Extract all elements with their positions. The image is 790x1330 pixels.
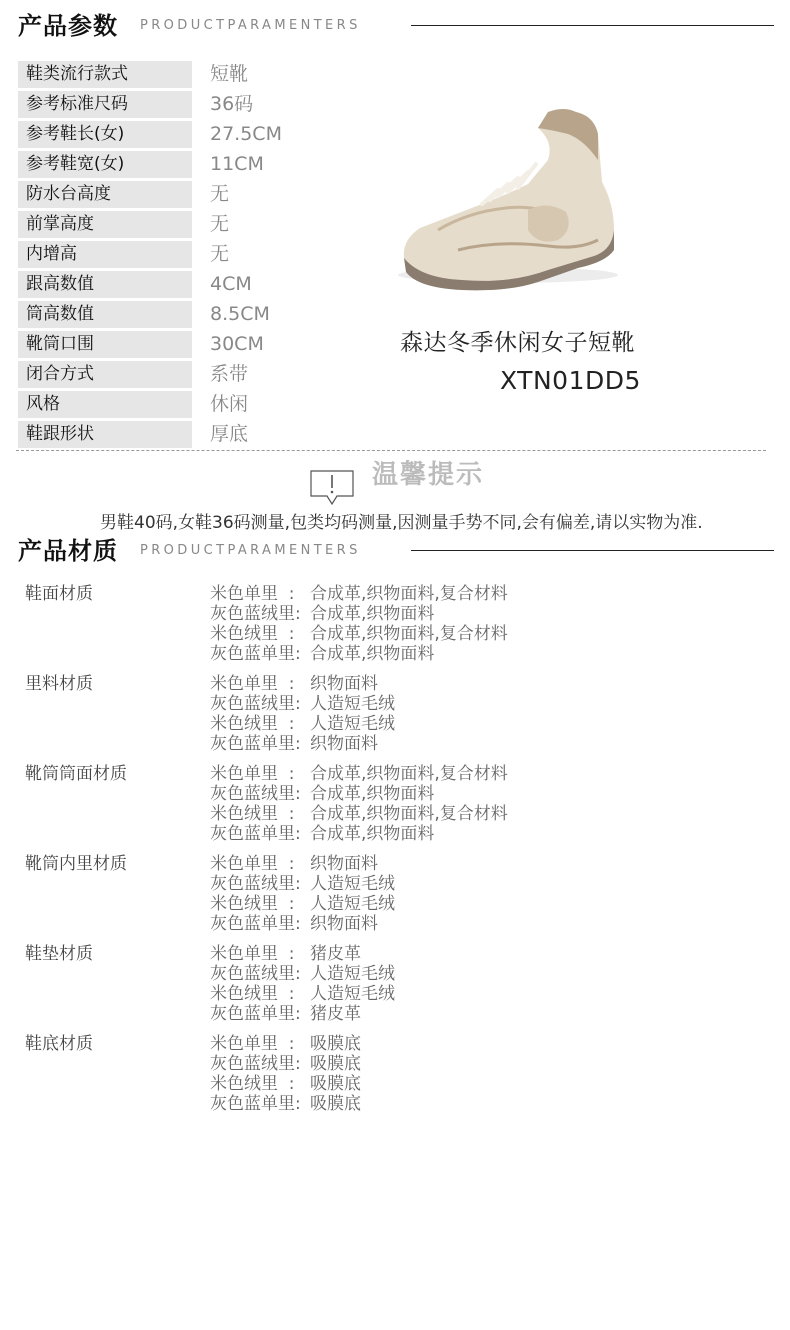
material-line	[210, 694, 395, 714]
warning-speech-bubble-icon	[310, 470, 354, 506]
spec-row	[18, 240, 358, 270]
material-eng-subtitle: PRODUCTPARAMENTERS	[140, 543, 361, 558]
material-lines	[210, 674, 395, 754]
spec-value: 无	[210, 243, 230, 265]
spec-row	[18, 300, 358, 330]
material-value: 猪皮革	[310, 944, 361, 964]
material-separator: :	[295, 1054, 301, 1074]
material-variant: 灰色蓝单里	[210, 1004, 295, 1024]
material-separator: :	[278, 944, 295, 964]
material-variant-cell	[210, 914, 310, 934]
material-value: 合成革,织物面料	[310, 784, 435, 804]
spec-value: 30CM	[210, 333, 264, 355]
spec-table	[18, 60, 358, 450]
material-label: 鞋面材质	[25, 584, 93, 604]
material-variant: 灰色蓝单里	[210, 734, 295, 754]
material-variant-cell	[210, 854, 310, 874]
spec-label: 筒高数值	[18, 301, 192, 328]
material-separator: :	[295, 964, 301, 984]
material-lines	[210, 944, 395, 1024]
spec-label: 鞋跟形状	[18, 421, 192, 448]
material-variant: 米色绒里	[210, 714, 278, 734]
material-variant-cell	[210, 944, 310, 964]
material-value: 吸膜底	[310, 1054, 361, 1074]
material-line	[210, 1034, 361, 1054]
spec-value: 27.5CM	[210, 123, 282, 145]
material-value: 织物面料	[310, 734, 378, 754]
spec-value: 厚底	[210, 423, 249, 445]
material-separator: :	[278, 854, 295, 874]
material-line	[210, 894, 395, 914]
material-variant-cell	[210, 694, 310, 714]
material-line	[210, 804, 508, 824]
spec-value: 无	[210, 183, 230, 205]
spec-row	[18, 60, 358, 90]
material-line	[210, 764, 508, 784]
material-value: 织物面料	[310, 914, 378, 934]
material-separator: :	[295, 914, 301, 934]
material-variant: 灰色蓝绒里	[210, 964, 295, 984]
material-variant-cell	[210, 874, 310, 894]
spec-value: 无	[210, 213, 230, 235]
params-section-header	[18, 6, 774, 46]
material-separator: :	[295, 694, 301, 714]
material-separator: :	[278, 714, 295, 734]
material-value: 人造短毛绒	[310, 984, 395, 1004]
material-separator: :	[278, 1074, 295, 1094]
material-separator: :	[295, 784, 301, 804]
material-line	[210, 824, 508, 844]
material-variant: 灰色蓝绒里	[210, 784, 295, 804]
spec-label: 参考标准尺码	[18, 91, 192, 118]
material-value: 人造短毛绒	[310, 964, 395, 984]
material-line	[210, 964, 395, 984]
material-variant-cell	[210, 804, 310, 824]
material-variant: 灰色蓝绒里	[210, 1054, 295, 1074]
material-value: 人造短毛绒	[310, 874, 395, 894]
material-line	[210, 1054, 361, 1074]
material-variant-cell	[210, 714, 310, 734]
material-variant-cell	[210, 1034, 310, 1054]
material-separator: :	[278, 984, 295, 1004]
material-line	[210, 714, 395, 734]
material-variant-cell	[210, 764, 310, 784]
spec-row	[18, 90, 358, 120]
spec-label: 内增高	[18, 241, 192, 268]
material-separator: :	[278, 584, 295, 604]
material-variant-cell	[210, 584, 310, 604]
material-variant-cell	[210, 894, 310, 914]
material-label: 里料材质	[25, 674, 93, 694]
material-lines	[210, 584, 508, 664]
material-variant: 灰色蓝绒里	[210, 694, 295, 714]
material-variant-cell	[210, 1004, 310, 1024]
material-value: 人造短毛绒	[310, 894, 395, 914]
material-label: 靴筒内里材质	[25, 854, 127, 874]
material-variant-cell	[210, 624, 310, 644]
material-separator: :	[278, 764, 295, 784]
material-value: 吸膜底	[310, 1074, 361, 1094]
material-value: 合成革,织物面料	[310, 644, 435, 664]
material-line	[210, 644, 508, 664]
material-separator: :	[295, 874, 301, 894]
material-variant: 米色单里	[210, 1034, 278, 1054]
material-separator: :	[295, 1004, 301, 1024]
header-rule	[411, 550, 774, 551]
material-variant: 米色绒里	[210, 624, 278, 644]
material-separator: :	[295, 644, 301, 664]
spec-row	[18, 420, 358, 450]
material-value: 合成革,织物面料	[310, 604, 435, 624]
tip-title: 温馨提示	[372, 460, 485, 490]
material-line	[210, 624, 508, 644]
material-variant-cell	[210, 784, 310, 804]
spec-label: 靴筒口围	[18, 331, 192, 358]
material-line	[210, 854, 395, 874]
material-separator: :	[278, 894, 295, 914]
material-label: 靴筒筒面材质	[25, 764, 127, 784]
material-value: 人造短毛绒	[310, 694, 395, 714]
material-value: 猪皮革	[310, 1004, 361, 1024]
material-variant-cell	[210, 734, 310, 754]
spec-row	[18, 390, 358, 420]
material-variant: 米色绒里	[210, 804, 278, 824]
material-line	[210, 1074, 361, 1094]
material-variant-cell	[210, 964, 310, 984]
material-separator: :	[295, 1094, 301, 1114]
spec-label: 参考鞋宽(女)	[18, 151, 192, 178]
material-value: 合成革,织物面料,复合材料	[310, 804, 508, 824]
material-title: 产品材质	[18, 537, 118, 565]
spec-label: 风格	[18, 391, 192, 418]
spec-value: 系带	[210, 363, 249, 385]
spec-label: 前掌高度	[18, 211, 192, 238]
spec-label: 闭合方式	[18, 361, 192, 388]
material-variant: 灰色蓝单里	[210, 1094, 295, 1114]
material-lines	[210, 764, 508, 844]
material-value: 合成革,织物面料,复合材料	[310, 624, 508, 644]
header-rule	[411, 25, 774, 26]
material-line	[210, 584, 508, 604]
material-value: 合成革,织物面料	[310, 824, 435, 844]
material-separator: :	[278, 624, 295, 644]
spec-label: 鞋类流行款式	[18, 61, 192, 88]
material-variant: 米色绒里	[210, 894, 278, 914]
spec-row	[18, 330, 358, 360]
material-value: 吸膜底	[310, 1034, 361, 1054]
material-label: 鞋垫材质	[25, 944, 93, 964]
spec-value: 11CM	[210, 153, 264, 175]
material-separator: :	[278, 674, 295, 694]
material-separator: :	[295, 734, 301, 754]
spec-row	[18, 360, 358, 390]
spec-row	[18, 270, 358, 300]
dashed-divider	[16, 450, 766, 451]
material-variant: 米色单里	[210, 674, 278, 694]
material-separator: :	[278, 1034, 295, 1054]
material-variant: 米色单里	[210, 944, 278, 964]
material-variant: 灰色蓝绒里	[210, 874, 295, 894]
spec-label: 跟高数值	[18, 271, 192, 298]
material-variant-cell	[210, 824, 310, 844]
material-variant: 灰色蓝单里	[210, 914, 295, 934]
material-variant: 灰色蓝单里	[210, 824, 295, 844]
material-variant-cell	[210, 1054, 310, 1074]
material-variant-cell	[210, 644, 310, 664]
material-separator: :	[295, 604, 301, 624]
material-variant: 米色绒里	[210, 984, 278, 1004]
material-variant-cell	[210, 604, 310, 624]
material-variant: 灰色蓝单里	[210, 644, 295, 664]
material-line	[210, 674, 395, 694]
spec-row	[18, 180, 358, 210]
material-variant: 米色绒里	[210, 1074, 278, 1094]
tip-text: 男鞋40码,女鞋36码测量,包类均码测量,因测量手势不同,会有偏差,请以实物为准.	[100, 513, 703, 533]
material-lines	[210, 1034, 361, 1114]
material-line	[210, 874, 395, 894]
spec-row	[18, 210, 358, 240]
material-line	[210, 1094, 361, 1114]
spec-value: 4CM	[210, 273, 252, 295]
material-variant: 米色单里	[210, 584, 278, 604]
product-code: XTN01DD5	[500, 366, 641, 395]
material-lines	[210, 854, 395, 934]
material-line	[210, 984, 395, 1004]
material-variant-cell	[210, 1074, 310, 1094]
material-separator: :	[295, 824, 301, 844]
spec-value: 休闲	[210, 393, 249, 415]
material-line	[210, 914, 395, 934]
spec-value: 8.5CM	[210, 303, 270, 325]
spec-label: 防水台高度	[18, 181, 192, 208]
material-line	[210, 734, 395, 754]
spec-row	[18, 150, 358, 180]
material-value: 织物面料	[310, 674, 378, 694]
material-separator: :	[278, 804, 295, 824]
material-value: 合成革,织物面料,复合材料	[310, 764, 508, 784]
spec-row	[18, 120, 358, 150]
product-shoe-image	[398, 100, 624, 300]
spec-value: 36码	[210, 93, 254, 115]
material-value: 织物面料	[310, 854, 378, 874]
material-line	[210, 944, 395, 964]
material-variant: 米色单里	[210, 764, 278, 784]
material-value: 吸膜底	[310, 1094, 361, 1114]
material-value: 合成革,织物面料,复合材料	[310, 584, 508, 604]
material-label: 鞋底材质	[25, 1034, 93, 1054]
params-eng-subtitle: PRODUCTPARAMENTERS	[140, 18, 361, 33]
material-variant: 米色单里	[210, 854, 278, 874]
material-variant-cell	[210, 1094, 310, 1114]
product-name: 森达冬季休闲女子短靴	[400, 330, 635, 356]
material-variant: 灰色蓝绒里	[210, 604, 295, 624]
spec-label: 参考鞋长(女)	[18, 121, 192, 148]
material-line	[210, 604, 508, 624]
material-value: 人造短毛绒	[310, 714, 395, 734]
material-variant-cell	[210, 674, 310, 694]
material-line	[210, 784, 508, 804]
params-title: 产品参数	[18, 12, 118, 40]
material-line	[210, 1004, 395, 1024]
spec-value: 短靴	[210, 63, 249, 85]
material-variant-cell	[210, 984, 310, 1004]
material-section-header	[18, 531, 774, 571]
